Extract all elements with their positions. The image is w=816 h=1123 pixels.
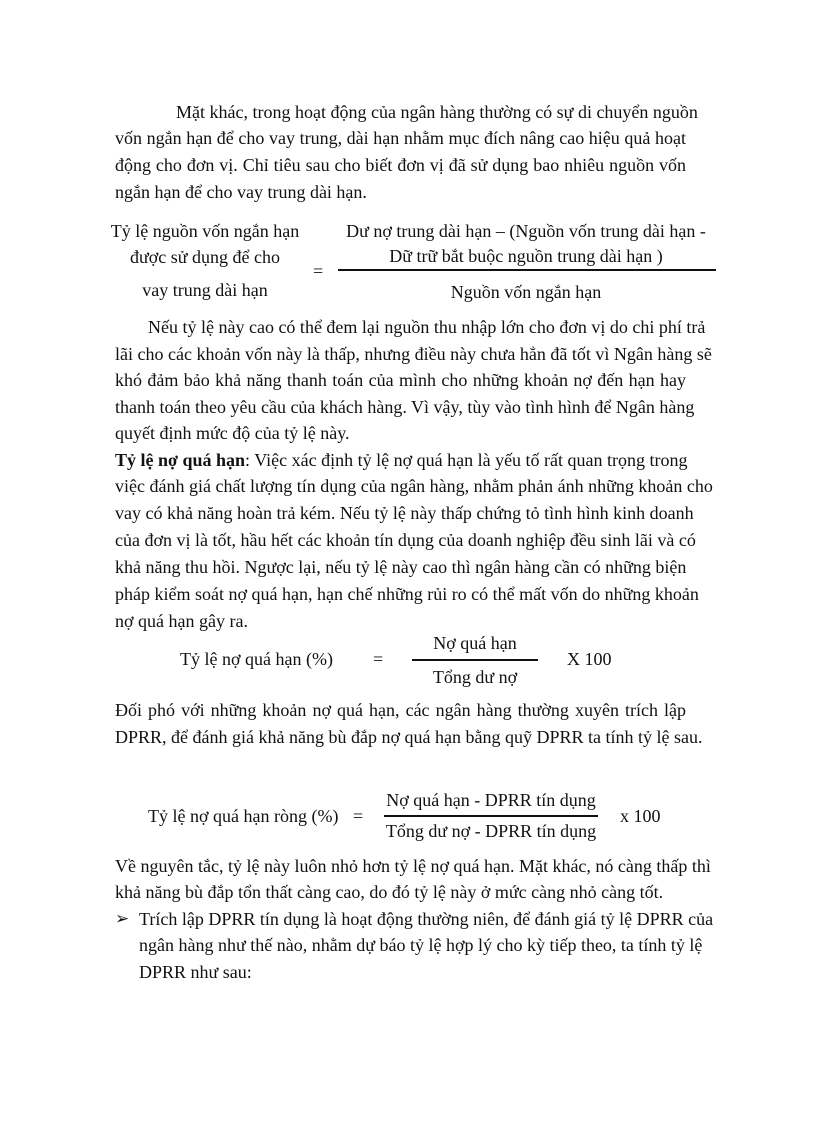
formula-left-label: Tỷ lệ nguồn vốn ngắn hạn (110, 221, 300, 241)
text-line: khả năng thu hồi. Ngược lại, nếu tỷ lệ này cao thì ngân hàng cần có những biện (115, 557, 687, 577)
text-line: Mặt khác, trong hoạt động của ngân hàng thường có sự di chuyển nguồn (176, 102, 698, 122)
formula-denominator: Tổng dư nợ - DPRR tín dụng (385, 821, 597, 841)
text-line: khả năng bù đắp tổn thất càng cao, do đó tỷ lệ này ở mức càng nhỏ càng tốt. (115, 882, 664, 902)
text-line: thanh toán theo yêu cầu của khách hàng. Vì vậy, tùy vào tình hình để Ngân hàng (115, 397, 695, 417)
arrow-bullet-icon: ➢ (115, 909, 130, 928)
equals-sign: = (353, 806, 364, 826)
text-line: Nếu tỷ lệ này cao có thể đem lại nguồn thu nhập lớn cho đơn vị do chi phí trả (148, 317, 706, 337)
text-line: ngân hàng như thế nào, nhằm dự báo tỷ lệ hợp lý cho kỳ tiếp theo, ta tính tỷ lệ (139, 935, 703, 955)
text-line: Về nguyên tắc, tỷ lệ này luôn nhỏ hơn tỷ lệ nợ quá hạn. Mặt khác, nó càng thấp thì (115, 856, 711, 876)
equals-sign: = (373, 649, 384, 669)
text-line (115, 447, 686, 473)
formula-denominator: Tổng dư nợ (432, 667, 518, 687)
text-line: pháp kiểm soát nợ quá hạn, hạn chế những rủi ro có thể mất vốn do những khoản (115, 584, 699, 604)
text-line: lãi cho các khoản vốn này là thấp, nhưng điều này chưa hẳn đã tốt vì Ngân hàng sẽ (115, 344, 712, 364)
heading-continuation: : Việc xác định tỷ lệ nợ quá hạn là yếu tố rất quan trọng trong (245, 450, 688, 470)
text-line: quyết định mức độ của tỷ lệ này. (115, 423, 350, 443)
text-line: động cho đơn vị. Chỉ tiêu sau cho biết đơn vị đã sử dụng bao nhiêu nguồn vốn (115, 155, 686, 175)
text-line: ngắn hạn để cho vay trung dài hạn. (115, 182, 367, 202)
section-heading: Tỷ lệ nợ quá hạn (115, 450, 246, 470)
text-line: DPRR như sau: (139, 962, 252, 982)
formula-denominator: Nguồn vốn ngắn hạn (450, 282, 602, 302)
formula-numerator: Dư nợ trung dài hạn – (Nguồn vốn trung dài hạn - (346, 221, 706, 241)
text-line: khó đảm bảo khả năng thanh toán của mình cho những khoản nợ đến hạn hay (115, 370, 686, 390)
text-line: vay có khả năng hoàn trả kém. Nếu tỷ lệ này thấp chứng tỏ tình hình kinh doanh (115, 503, 694, 523)
formula-multiplier: X 100 (567, 649, 612, 669)
formula-left-label: Tỷ lệ nợ quá hạn ròng (%) (148, 806, 339, 826)
text-line: Trích lập DPRR tín dụng là hoạt động thường niên, để đánh giá tỷ lệ DPRR của (139, 909, 714, 929)
text-line: vốn ngắn hạn để cho vay trung, dài hạn nhằm mục đích nâng cao hiệu quả hoạt (115, 128, 686, 148)
equals-sign: = (313, 261, 324, 281)
text-line: của đơn vị là tốt, hầu hết các khoản tín dụng của doanh nghiệp đều sinh lãi và có (115, 530, 696, 550)
formula-numerator: Dữ trữ bắt buộc nguồn trung dài hạn ) (389, 246, 663, 266)
formula-left-label: được sử dụng để cho (129, 247, 280, 267)
fraction-bar (384, 815, 598, 817)
formula-multiplier: x 100 (620, 806, 661, 826)
formula-numerator: Nợ quá hạn (433, 633, 517, 653)
text-line: Đối phó với những khoản nợ quá hạn, các ngân hàng thường xuyên trích lập (115, 700, 686, 720)
formula-left-label: Tỷ lệ nợ quá hạn (%) (180, 649, 333, 669)
fraction-bar (412, 659, 538, 661)
formula-left-label: vay trung dài hạn (142, 280, 268, 300)
text-line: việc đánh giá chất lượng tín dụng của ngân hàng, nhằm phản ánh những khoản cho (115, 476, 713, 496)
fraction-bar (338, 269, 716, 271)
text-line: DPRR, để đánh giá khả năng bù đắp nợ quá hạn bằng quỹ DPRR ta tính tỷ lệ sau. (115, 727, 703, 747)
text-line: nợ quá hạn gây ra. (115, 611, 248, 631)
formula-numerator: Nợ quá hạn - DPRR tín dụng (386, 790, 596, 810)
